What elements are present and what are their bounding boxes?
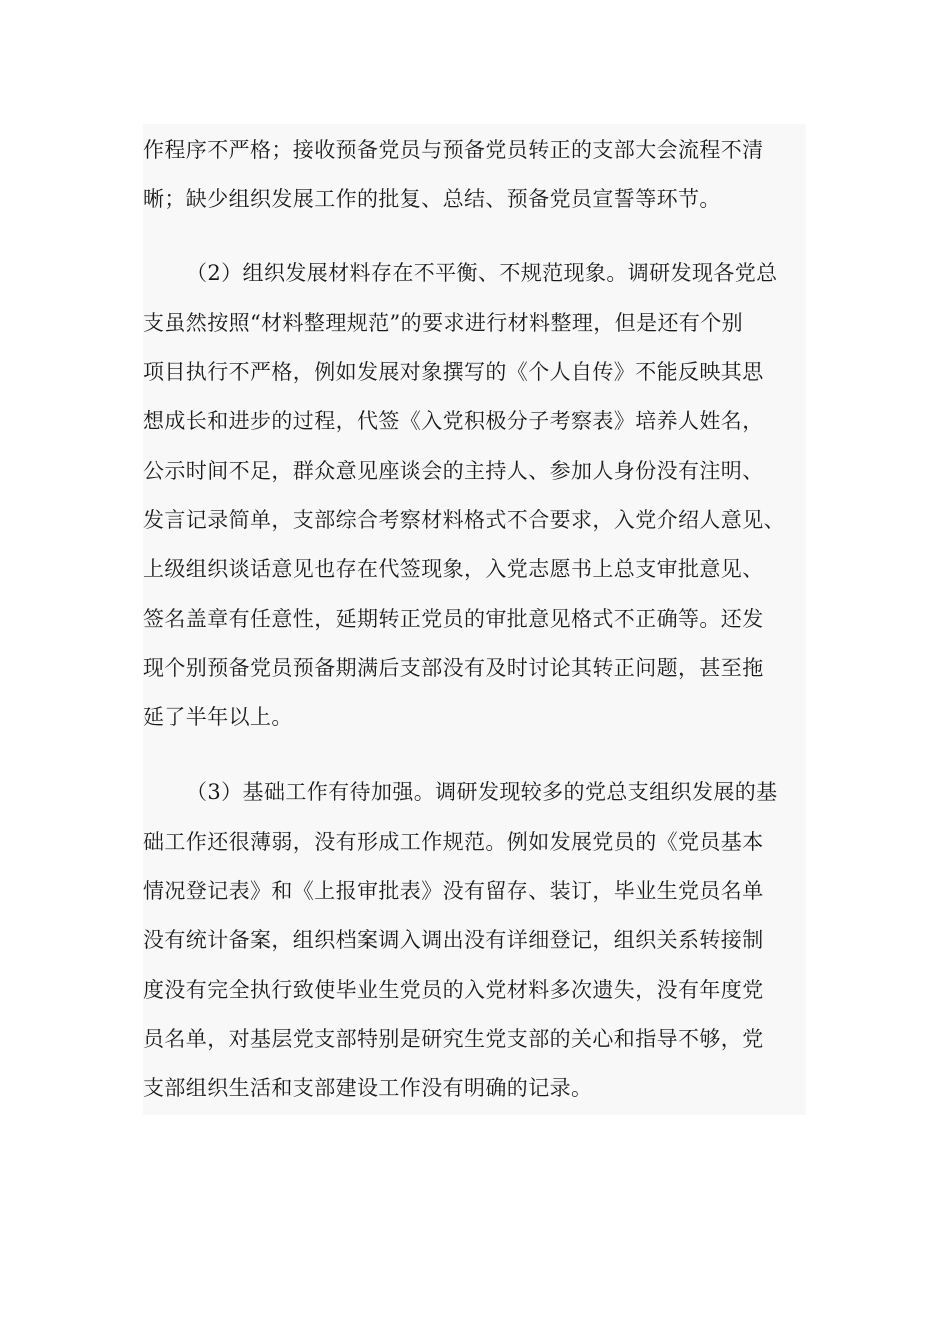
text-line: 签名盖章有任意性，延期转正党员的审批意见格式不正确等。还发 xyxy=(143,607,764,631)
text-line: 支虽然按照“材料整理规范”的要求进行材料整理，但是还有个别 xyxy=(143,311,744,335)
text-line: 没有统计备案，组织档案调入调出没有详细登记，组织关系转接制 xyxy=(143,928,764,952)
text-line: 延了半年以上。 xyxy=(143,705,293,729)
text-line: 础工作还很薄弱，没有形成工作规范。例如发展党员的《党员基本 xyxy=(143,830,764,854)
paragraph-2-heading-line: （2）组织发展材料存在不平衡、不规范现象。调研发现各党总 xyxy=(186,261,778,285)
text-line: 员名单，对基层党支部特别是研究生党支部的关心和指导不够，党 xyxy=(143,1027,764,1051)
text-line: 度没有完全执行致使毕业生党员的入党材料多次遗失，没有年度党 xyxy=(143,978,764,1002)
text-line: 发言记录简单，支部综合考察材料格式不合要求，入党介绍人意见、 xyxy=(143,508,785,532)
text-line: 公示时间不足，群众意见座谈会的主持人、参加人身份没有注明、 xyxy=(143,459,764,483)
text-line: 项目执行不严格，例如发展对象撰写的《个人自传》不能反映其思 xyxy=(143,360,764,384)
paragraph-3-heading-line: （3）基础工作有待加强。调研发现较多的党总支组织发展的基 xyxy=(186,780,778,804)
text-line: 上级组织谈话意见也存在代签现象，入党志愿书上总支审批意见、 xyxy=(143,557,764,581)
text-line: 情况登记表》和《上报审批表》没有留存、装订，毕业生党员名单 xyxy=(143,879,764,903)
text-line: 支部组织生活和支部建设工作没有明确的记录。 xyxy=(143,1076,593,1100)
text-line: 作程序不严格；接收预备党员与预备党员转正的支部大会流程不清 xyxy=(143,138,764,162)
text-line: 想成长和进步的过程，代签《入党积极分子考察表》培养人姓名， xyxy=(143,409,764,433)
text-line: 晰；缺少组织发展工作的批复、总结、预备党员宣誓等环节。 xyxy=(143,187,721,211)
text-line: 现个别预备党员预备期满后支部没有及时讨论其转正问题，甚至拖 xyxy=(143,656,764,680)
